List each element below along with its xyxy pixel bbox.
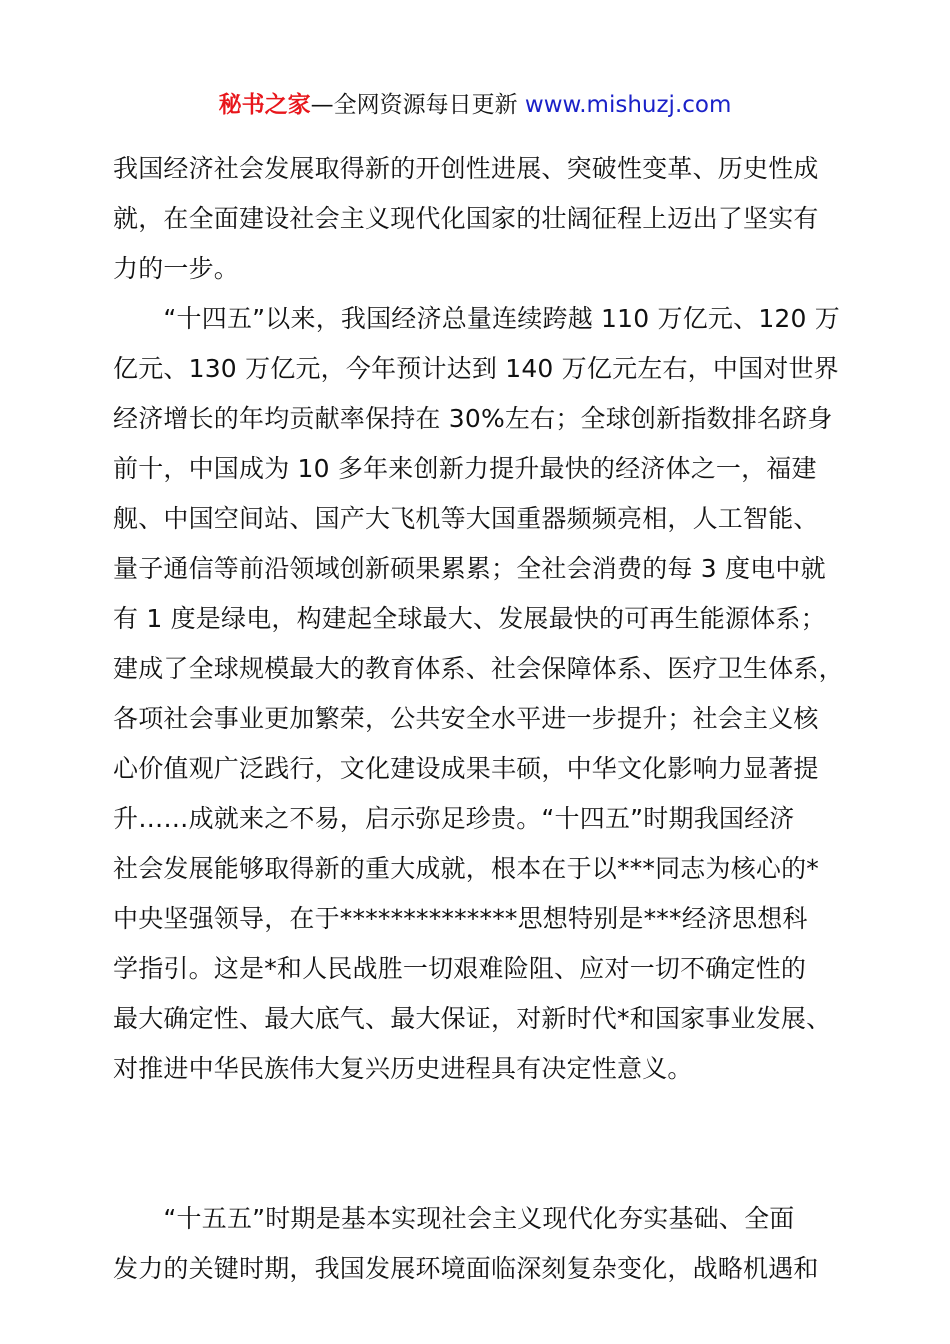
paragraph-3 xyxy=(113,1194,853,1294)
text-line: 前十，中国成为 10 多年来创新力提升最快的经济体之一，福建 xyxy=(113,454,817,483)
text-line xyxy=(113,1094,853,1144)
text-line: “十五五”时期是基本实现社会主义现代化夯实基础、全面 xyxy=(113,1204,795,1233)
text-line: 我国经济社会发展取得新的开创性进展、突破性变革、历史性成 xyxy=(113,154,819,183)
text-line: 各项社会事业更加繁荣，公共安全水平进一步提升；社会主义核 xyxy=(113,704,819,733)
text-line: “十四五”以来，我国经济总量连续跨越 110 万亿元、120 万 xyxy=(113,304,840,333)
text-line: 学指引。这是*和人民战胜一切艰难险阻、应对一切不确定性的 xyxy=(113,954,807,983)
header-slogan: —全网资源每日更新 xyxy=(310,92,525,118)
text-line: 心价值观广泛践行，文化建设成果丰硕，中华文化影响力显著提 xyxy=(113,754,819,783)
text-line: 最大确定性、最大底气、最大保证，对新时代*和国家事业发展、 xyxy=(113,1004,832,1033)
site-url[interactable]: www.mishuzj.com xyxy=(524,92,732,118)
text-line: 就，在全面建设社会主义现代化国家的壮阔征程上迈出了坚实有 xyxy=(113,204,819,233)
text-line: 社会发展能够取得新的重大成就，根本在于以***同志为核心的* xyxy=(113,854,820,883)
text-line: 有 1 度是绿电，构建起全球最大、发展最快的可再生能源体系； xyxy=(113,604,826,633)
paragraph-1 xyxy=(113,144,853,294)
site-header xyxy=(0,88,950,122)
text-line: 舰、中国空间站、国产大飞机等大国重器频频亮相，人工智能、 xyxy=(113,504,819,533)
text-line: 升……成就来之不易，启示弥足珍贵。“十四五”时期我国经济 xyxy=(113,804,795,833)
site-brand: 秘书之家 xyxy=(218,92,311,118)
text-line: 发力的关键时期，我国发展环境面临深刻复杂变化，战略机遇和 xyxy=(113,1254,819,1283)
text-line: 建成了全球规模最大的教育体系、社会保障体系、医疗卫生体系， xyxy=(113,654,844,683)
text-line: 中央坚强领导，在于**************思想特别是***经济思想科 xyxy=(113,904,808,933)
text-line xyxy=(113,1144,853,1194)
text-line: 对推进中华民族伟大复兴历史进程具有决定性意义。 xyxy=(113,1054,693,1083)
paragraph-2 xyxy=(113,294,853,1194)
text-line: 力的一步。 xyxy=(113,254,240,283)
document-body xyxy=(113,144,853,1294)
text-line: 量子通信等前沿领域创新硕果累累；全社会消费的每 3 度电中就 xyxy=(113,554,826,583)
text-line: 亿元、130 万亿元，今年预计达到 140 万亿元左右，中国对世界 xyxy=(113,354,839,383)
text-line: 经济增长的年均贡献率保持在 30%左右；全球创新指数排名跻身 xyxy=(113,404,833,433)
